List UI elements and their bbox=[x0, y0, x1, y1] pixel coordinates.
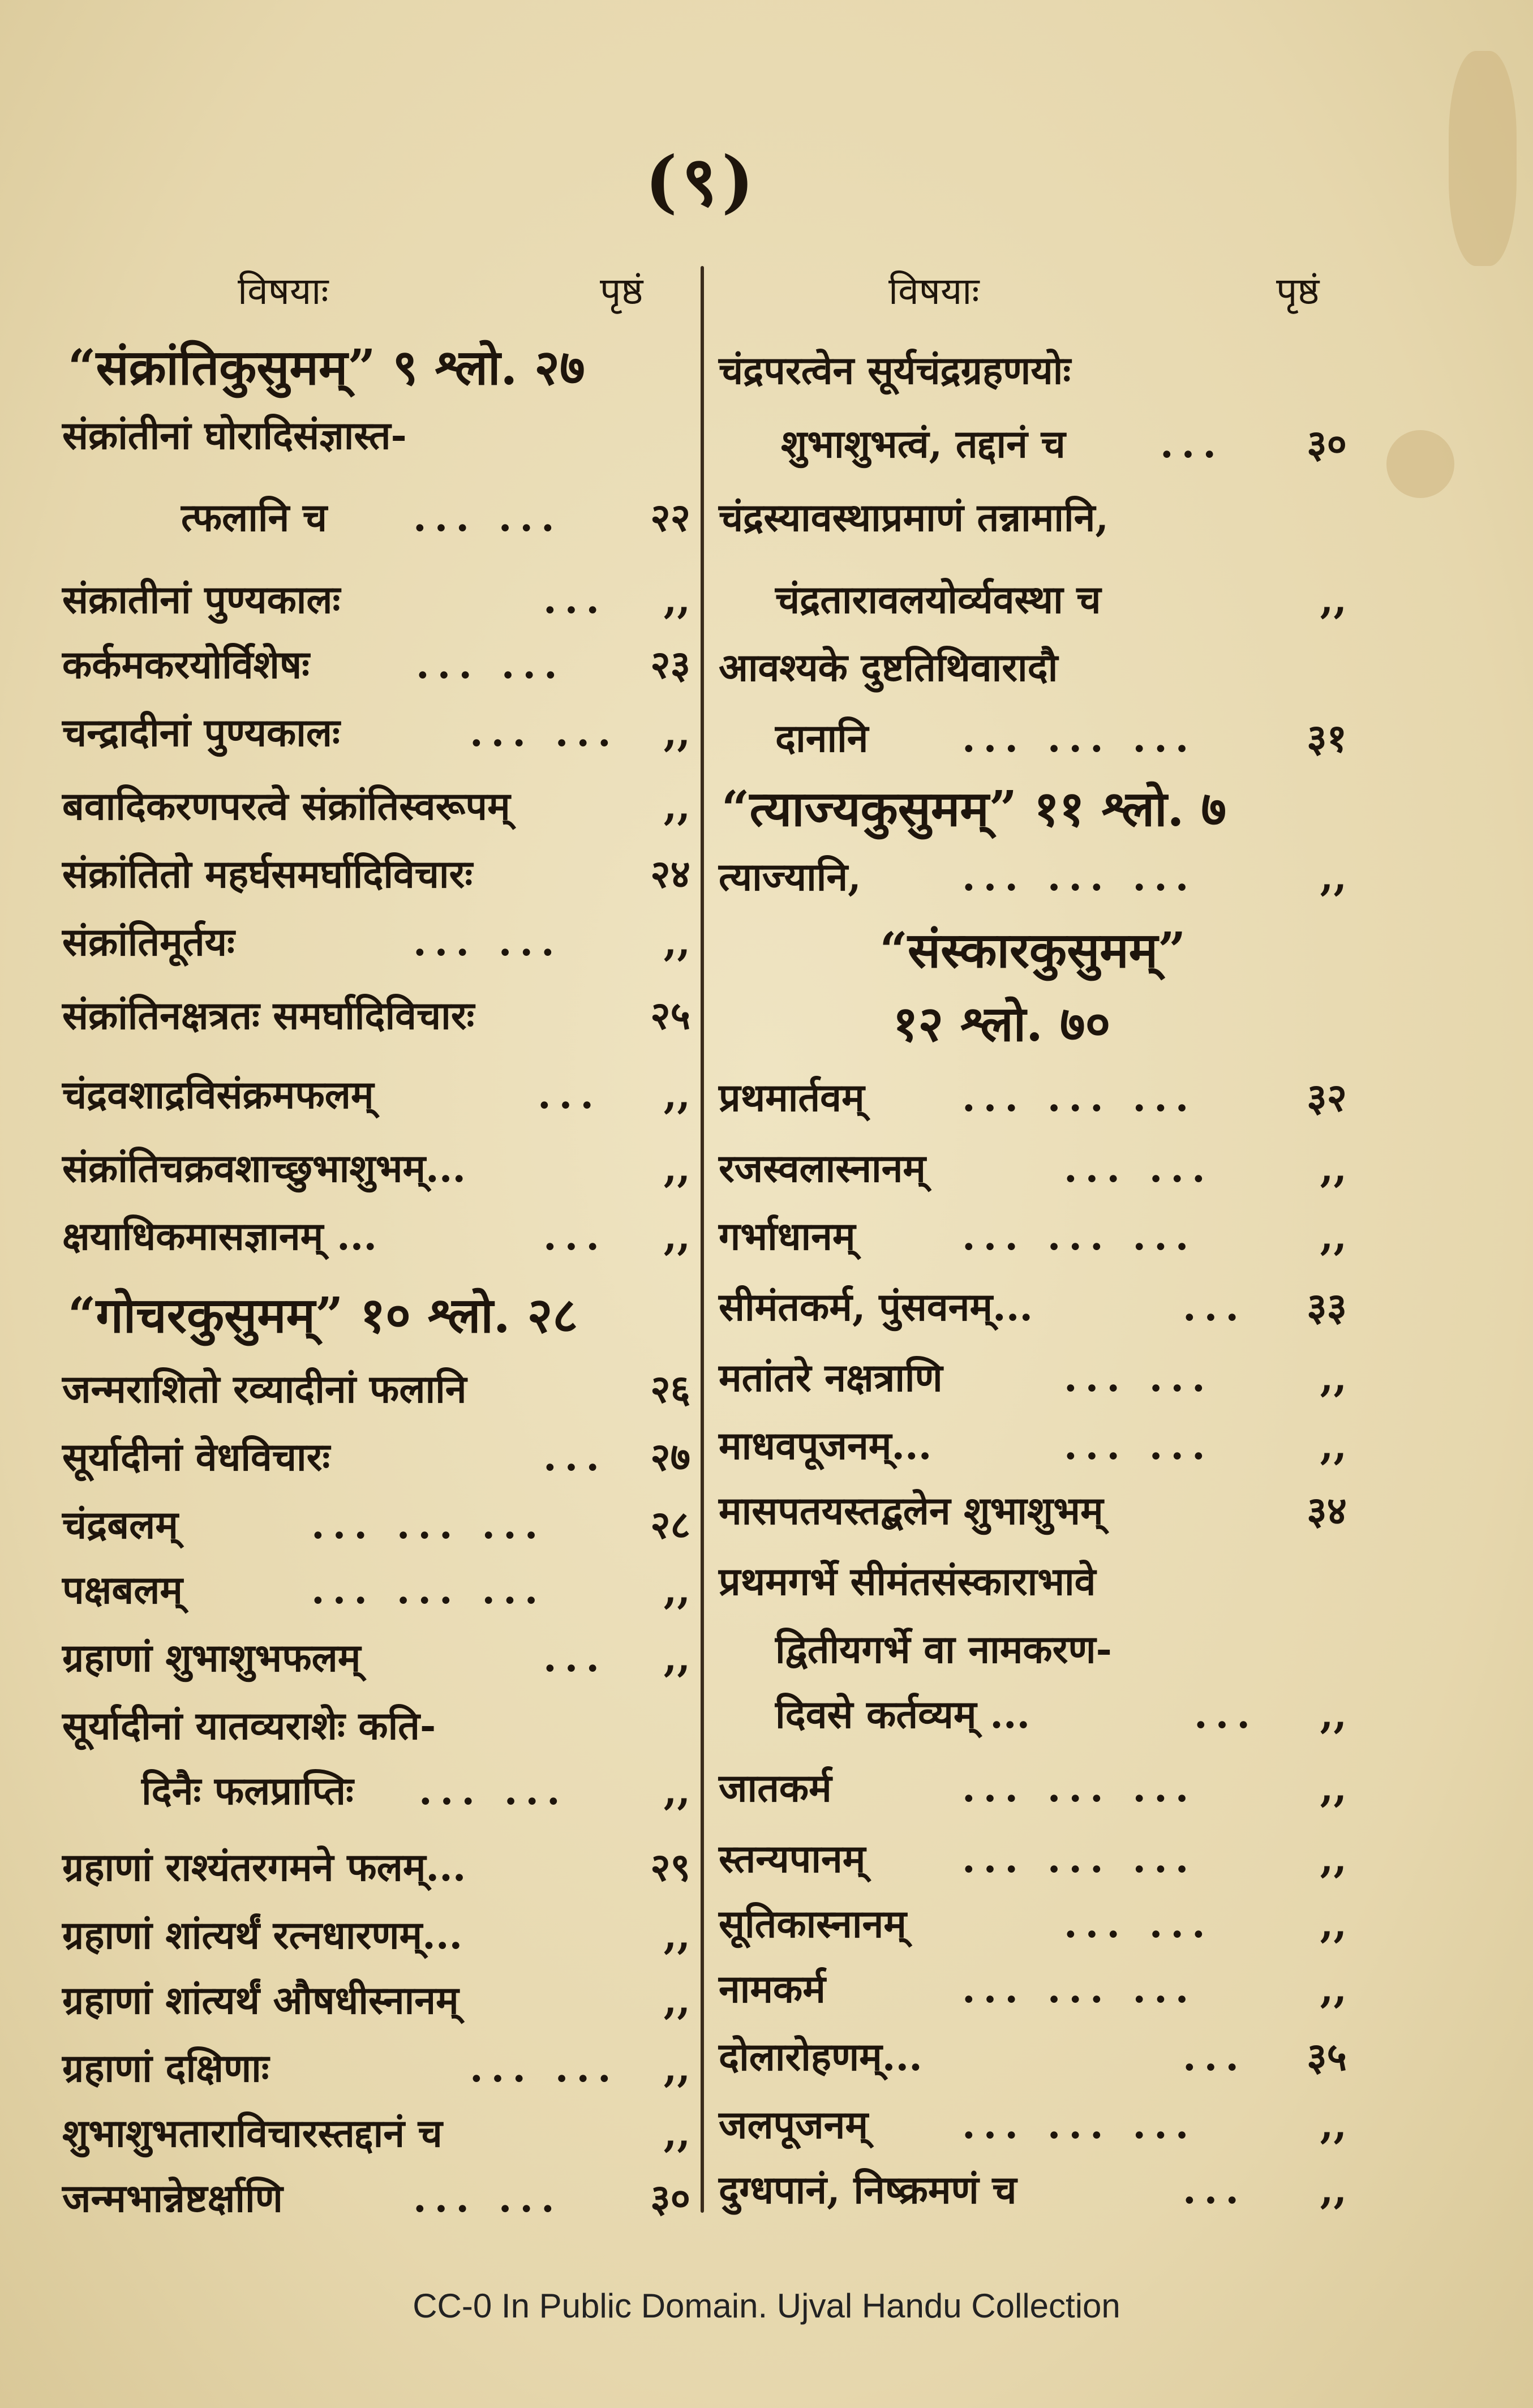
toc-entry bbox=[62, 843, 690, 905]
toc-entry bbox=[62, 1695, 690, 1757]
entry-page: ३३ bbox=[1307, 1285, 1347, 1330]
dot-leader: ... ... bbox=[416, 642, 565, 688]
entry-page: ,, bbox=[663, 1636, 690, 1681]
entry-page: ,, bbox=[1320, 1146, 1347, 1191]
entry-label: संक्रांतिचक्रवशाच्छुभाशुभम्... bbox=[62, 1146, 466, 1191]
entry-label: दोलारोहणम्... bbox=[719, 2034, 922, 2080]
entry-page: ,, bbox=[663, 784, 690, 829]
paper-stain bbox=[1386, 430, 1454, 498]
entry-label: संक्रातीनां पुण्यकालः bbox=[62, 577, 341, 623]
entry-label: चंद्रस्यावस्थाप्रमाणं तन्नामानि, bbox=[719, 495, 1109, 540]
dot-leader: ... ... ... bbox=[962, 1836, 1197, 1882]
dot-leader: ... ... bbox=[1064, 1355, 1213, 1401]
section-heading-verses: १२ श्लो. ७० bbox=[892, 995, 1111, 1053]
entry-label: जन्मराशितो रव्यादीनां फलानि bbox=[62, 1367, 467, 1412]
toc-entry bbox=[719, 1893, 1347, 1955]
dot-leader: ... bbox=[538, 1072, 602, 1118]
toc-entry bbox=[62, 1969, 690, 2032]
toc-entry bbox=[62, 911, 690, 973]
toc-entry bbox=[719, 1276, 1347, 1338]
entry-page: ,, bbox=[663, 1072, 690, 1118]
section-heading: “गोचरकुसुमम्” १० श्लो. २८ bbox=[68, 1287, 578, 1344]
dot-leader: ... ... ... bbox=[962, 716, 1197, 761]
toc-entry bbox=[719, 1415, 1347, 1477]
dot-leader: ... ... ... bbox=[962, 855, 1197, 900]
entry-label: रजस्वलास्नानम् bbox=[719, 1146, 926, 1191]
toc-entry bbox=[62, 569, 690, 631]
entry-page: ३४ bbox=[1307, 1488, 1347, 1534]
dot-leader: ... ... bbox=[1064, 1423, 1213, 1469]
entry-page: ,, bbox=[1320, 2167, 1347, 2213]
entry-page: २२ bbox=[650, 495, 690, 540]
entry-page: ,, bbox=[1320, 1967, 1347, 2012]
entry-label: शुभाशुभताराविचारस्तद्दानं च bbox=[62, 2111, 443, 2156]
toc-entry bbox=[719, 1205, 1347, 1268]
toc-entry bbox=[719, 2094, 1347, 2156]
entry-label: दिनैः फलप्राप्तिः bbox=[141, 1769, 354, 1814]
toc-entry bbox=[719, 1551, 1347, 1613]
toc-entry bbox=[62, 1559, 690, 1621]
entry-label: जातकर्म bbox=[719, 1766, 832, 1811]
entry-page: ,, bbox=[663, 1769, 690, 1814]
section-heading: “संक्रांतिकुसुमम्” ९ श्लो. २७ bbox=[68, 339, 585, 396]
right-subject-header: विषयाः bbox=[888, 269, 980, 313]
entry-page: २४ bbox=[650, 852, 690, 897]
paper-stain bbox=[1449, 51, 1517, 266]
entry-page: ,, bbox=[1320, 1836, 1347, 1882]
toc-entry bbox=[719, 1138, 1347, 1200]
dot-leader: ... ... ... bbox=[962, 1967, 1197, 2012]
dot-leader: ... ... bbox=[419, 1769, 568, 1814]
dot-leader: ... ... ... bbox=[311, 1503, 546, 1548]
entry-label: ग्रहाणां शुभाशुभफलम् bbox=[62, 1636, 361, 1681]
entry-label: चंद्रबलम् bbox=[62, 1503, 178, 1548]
dot-leader: ... ... ... bbox=[962, 1075, 1197, 1121]
entry-page: ,, bbox=[663, 577, 690, 623]
entry-label: ग्रहाणां शांत्यर्थं औषधीस्नानम् bbox=[62, 1978, 459, 2023]
entry-label: प्रथमगर्भे सीमंतसंस्काराभावे bbox=[719, 1559, 1096, 1604]
toc-entry bbox=[62, 1627, 690, 1689]
entry-label: दिवसे कर्तव्यम् ... bbox=[775, 1692, 1030, 1737]
entry-page: २८ bbox=[650, 1503, 690, 1548]
entry-page: ,, bbox=[1320, 1692, 1347, 1737]
entry-label: मासपतयस्तद्बलेन शुभाशुभम् bbox=[719, 1488, 1103, 1534]
toc-entry bbox=[719, 1619, 1347, 1681]
toc-entry bbox=[62, 1494, 690, 1556]
dot-leader: ... bbox=[543, 1214, 608, 1259]
dot-leader: ... bbox=[1160, 422, 1225, 467]
entry-label: संक्रांतिमूर्तयः bbox=[62, 920, 235, 965]
entry-label: प्रथमार्तवम् bbox=[719, 1075, 865, 1121]
entry-page: २६ bbox=[650, 1367, 690, 1412]
toc-entry bbox=[62, 702, 690, 764]
dot-leader: ... ... bbox=[413, 920, 562, 965]
right-page-header: पृष्ठं bbox=[1276, 269, 1320, 313]
entry-label: बवादिकरणपरत्वे संक्रांतिस्वरूपम् bbox=[62, 784, 510, 829]
toc-entry bbox=[62, 1760, 690, 1822]
entry-label: त्याज्यानि, bbox=[719, 855, 861, 900]
toc-entry bbox=[719, 413, 1347, 475]
entry-label: सीमंतकर्म, पुंसवनम्... bbox=[719, 1285, 1033, 1330]
toc-entry bbox=[719, 487, 1347, 549]
entry-label: माधवपूजनम्... bbox=[719, 1423, 932, 1469]
entry-label: चंद्रवशाद्रविसंक्रमफलम् bbox=[62, 1072, 374, 1118]
entry-label: नामकर्म bbox=[719, 1967, 826, 2012]
toc-entry bbox=[719, 637, 1347, 699]
entry-label: ग्रहाणां शांत्यर्थं रत्नधारणम्... bbox=[62, 1913, 463, 1958]
toc-entry bbox=[719, 846, 1347, 908]
section-heading: “संस्कारकुसुमम्” bbox=[879, 922, 1186, 979]
entry-label: आवश्यके दुष्टतिथिवारादौ bbox=[719, 645, 1058, 690]
dot-leader: ... ... ... bbox=[962, 2102, 1197, 2148]
entry-label: कर्कमकरयोर्विशेषः bbox=[62, 642, 310, 688]
entry-label: जलपूजनम् bbox=[719, 2102, 869, 2148]
entry-page: ,, bbox=[1320, 1901, 1347, 1947]
dot-leader: ... bbox=[1183, 1285, 1247, 1330]
entry-label: दानानि bbox=[775, 716, 869, 761]
toc-entry bbox=[62, 634, 690, 696]
dot-leader: ... bbox=[543, 577, 608, 623]
entry-label: ग्रहाणां दक्षिणाः bbox=[62, 2046, 269, 2091]
toc-entry bbox=[719, 1067, 1347, 1129]
entry-label: जन्मभान्नेष्टर्क्षाणि bbox=[62, 2176, 283, 2221]
toc-entry bbox=[719, 2159, 1347, 2221]
entry-page: ,, bbox=[663, 1146, 690, 1191]
entry-page: ,, bbox=[1320, 1214, 1347, 1259]
entry-page: ३१ bbox=[1307, 716, 1347, 761]
entry-label: शुभाशुभत्वं, तद्दानं च bbox=[781, 422, 1066, 467]
toc-entry bbox=[719, 340, 1347, 402]
entry-label: संक्रांतिनक्षत्रतः समर्घादिविचारः bbox=[62, 993, 475, 1038]
toc-entry bbox=[62, 2102, 690, 2165]
toc-entry bbox=[719, 1480, 1347, 1542]
toc-entry bbox=[62, 2167, 690, 2230]
dot-leader: ... bbox=[1194, 1692, 1259, 1737]
dot-leader: ... bbox=[1183, 2167, 1247, 2213]
dot-leader: ... ... bbox=[413, 495, 562, 540]
entry-page: ,, bbox=[663, 1568, 690, 1613]
entry-label: ग्रहाणां राश्यंतरगमने फलम्... bbox=[62, 1845, 466, 1890]
dot-leader: ... ... ... bbox=[311, 1568, 546, 1613]
toc-entry bbox=[62, 1358, 690, 1420]
toc-entry bbox=[719, 1347, 1347, 1409]
toc-entry bbox=[62, 1836, 690, 1899]
toc-entry bbox=[62, 775, 690, 838]
toc-entry bbox=[719, 1958, 1347, 2020]
license-footer: CC-0 In Public Domain. Ujval Handu Collection bbox=[413, 2287, 1120, 2325]
entry-label: सूर्यादीनां वेधविचारः bbox=[62, 1435, 330, 1480]
toc-entry bbox=[62, 1138, 690, 1200]
toc-entry bbox=[719, 569, 1347, 631]
entry-page: ,, bbox=[1320, 2102, 1347, 2148]
column-divider bbox=[701, 266, 704, 2213]
entry-page: ३५ bbox=[1307, 2034, 1347, 2080]
entry-label: स्तन्यपानम् bbox=[719, 1836, 866, 1882]
entry-label: चन्द्रादीनां पुण्यकालः bbox=[62, 710, 340, 756]
toc-entry bbox=[719, 1757, 1347, 1819]
toc-entry bbox=[719, 707, 1347, 770]
entry-page: ,, bbox=[663, 2046, 690, 2091]
dot-leader: ... ... bbox=[1064, 1146, 1213, 1191]
entry-page: २३ bbox=[650, 642, 690, 688]
dot-leader: ... ... bbox=[1064, 1901, 1213, 1947]
entry-page: ,, bbox=[663, 1978, 690, 2023]
toc-entry bbox=[719, 2026, 1347, 2088]
toc-entry bbox=[719, 1684, 1347, 1746]
entry-label: संक्रांतीनां घोरादिसंज्ञास्त- bbox=[62, 413, 407, 458]
dot-leader: ... ... ... bbox=[962, 1214, 1197, 1259]
toc-entry bbox=[62, 487, 690, 549]
entry-label: सूतिकास्नानम् bbox=[719, 1901, 907, 1947]
entry-label: दुग्धपानं, निष्क्रमणं च bbox=[719, 2167, 1017, 2213]
entry-page: ३० bbox=[1307, 422, 1347, 467]
entry-page: ,, bbox=[663, 710, 690, 756]
entry-page: २५ bbox=[650, 993, 690, 1038]
entry-label: गर्भाधानम् bbox=[719, 1214, 856, 1259]
dot-leader: ... bbox=[543, 1435, 608, 1480]
entry-label: द्वितीयगर्भे वा नामकरण- bbox=[775, 1627, 1112, 1672]
entry-page: ,, bbox=[1320, 1423, 1347, 1469]
toc-entry bbox=[62, 1064, 690, 1126]
toc-entry bbox=[62, 1426, 690, 1488]
dot-leader: ... ... bbox=[470, 2046, 619, 2091]
dot-leader: ... ... bbox=[470, 710, 619, 756]
entry-page: ,, bbox=[1320, 1766, 1347, 1811]
toc-entry bbox=[719, 1828, 1347, 1890]
dot-leader: ... ... bbox=[413, 2176, 562, 2221]
entry-page: ,, bbox=[663, 1214, 690, 1259]
toc-entry bbox=[62, 985, 690, 1047]
entry-label: पक्षबलम् bbox=[62, 1568, 183, 1613]
entry-page: ,, bbox=[663, 920, 690, 965]
entry-page: ३२ bbox=[1307, 1075, 1347, 1121]
section-heading: “त्याज्यकुसुमम्” ११ श्लो. ७ bbox=[722, 780, 1227, 838]
entry-label: चंद्रतारावलयोर्व्यवस्था च bbox=[775, 577, 1101, 623]
left-page-header: पृष्ठं bbox=[600, 269, 643, 313]
entry-page: ,, bbox=[663, 1913, 690, 1958]
toc-entry bbox=[62, 405, 690, 467]
entry-page: ,, bbox=[663, 2111, 690, 2156]
dot-leader: ... bbox=[1183, 2034, 1247, 2080]
toc-entry bbox=[62, 1205, 690, 1268]
dot-leader: ... ... ... bbox=[962, 1766, 1197, 1811]
entry-label: क्षयाधिकमासज्ञानम् ... bbox=[62, 1214, 377, 1259]
dot-leader: ... bbox=[543, 1636, 608, 1681]
entry-page: ३० bbox=[650, 2176, 690, 2221]
toc-entry bbox=[62, 1904, 690, 1967]
entry-label: संक्रांतितो महर्घसमर्घादिविचारः bbox=[62, 852, 473, 897]
page-number: (९) bbox=[645, 141, 758, 221]
entry-page: २७ bbox=[650, 1435, 690, 1480]
entry-label: सूर्यादीनां यातव्यराशेः कति- bbox=[62, 1703, 436, 1749]
entry-label: त्फलानि च bbox=[181, 495, 328, 540]
entry-page: २९ bbox=[650, 1845, 690, 1890]
toc-entry bbox=[62, 2037, 690, 2100]
entry-label: मतांतरे नक्षत्राणि bbox=[719, 1355, 943, 1401]
entry-page: ,, bbox=[1320, 1355, 1347, 1401]
left-subject-header: विषयाः bbox=[238, 269, 329, 313]
entry-page: ,, bbox=[1320, 855, 1347, 900]
entry-page: ,, bbox=[1320, 577, 1347, 623]
entry-label: चंद्रपरत्वेन सूर्यचंद्रग्रहणयोः bbox=[719, 348, 1071, 393]
